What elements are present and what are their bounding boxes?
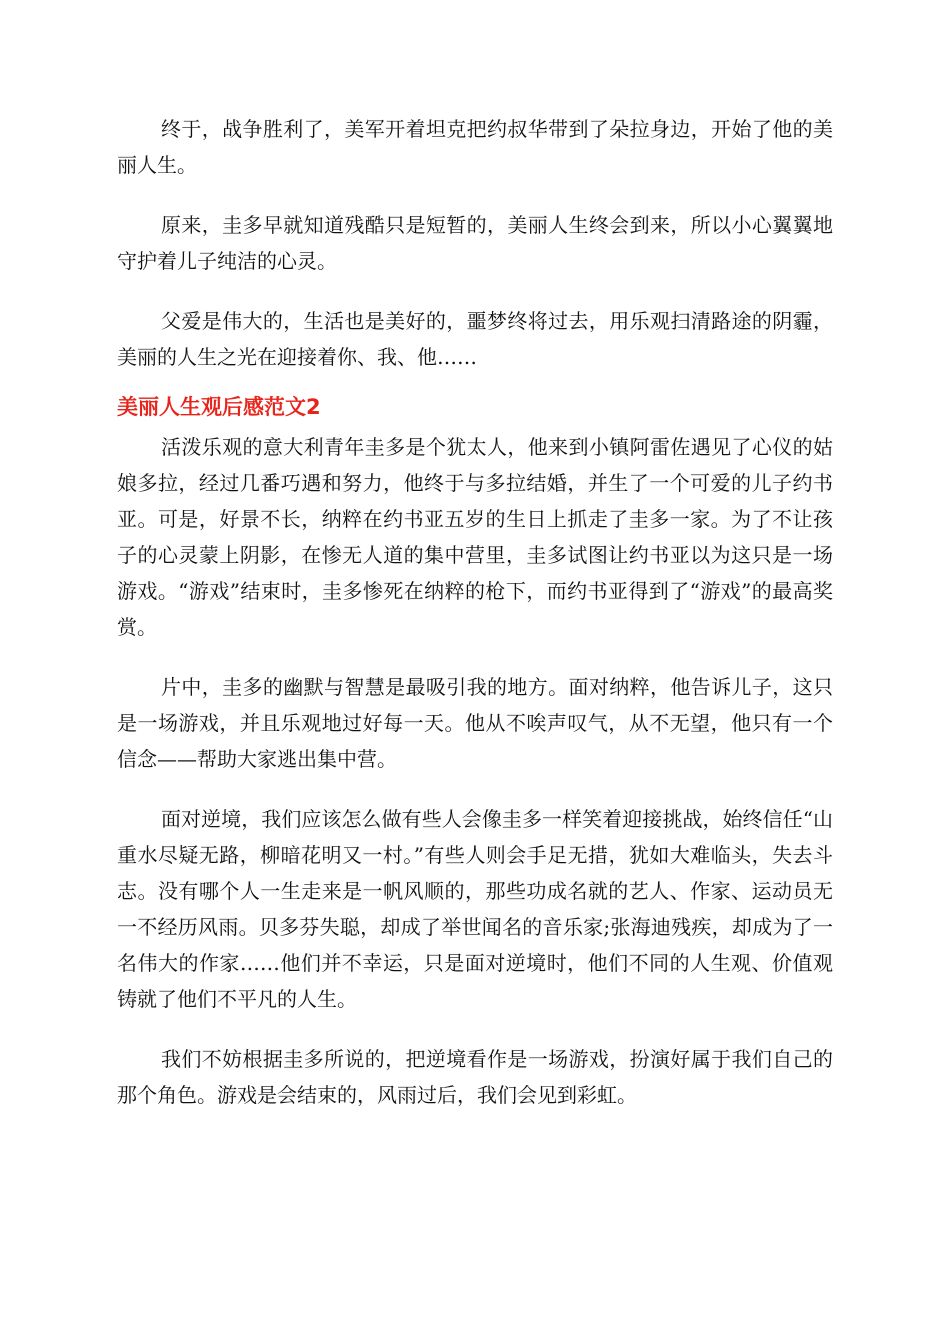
section-heading: 美丽人生观后感范文2 xyxy=(117,395,321,419)
paragraph-gap xyxy=(117,279,833,303)
paragraph-gap xyxy=(117,375,833,389)
paragraph-facing-adversity: 面对逆境，我们应该怎么做有些人会像圭多一样笑着迎接挑战，始终信任“山重水尽疑无路，柳暗花明又一村。”有些人则会手足无措，犹如大难临头，失去斗志。没有哪个人一生走来是一帆风顺的，那些功成名就的艺人、作家、运动员无一不经历风雨。贝多芬失聪，却成了举世闻名的音乐家;张海迪残疾，却成为了一名伟大的作家……他们并不幸运，只是面对逆境时，他们不同的人生观、价值观铸就了他们不平凡的人生。 xyxy=(117,807,833,1011)
paragraph-victory: 终于，战争胜利了，美军开着坦克把约叔华带到了朵拉身边，开始了他的美丽人生。 xyxy=(117,117,833,177)
paragraph-humor-wisdom: 片中，圭多的幽默与智慧是最吸引我的地方。面对纳粹，他告诉儿子，这只是一场游戏，并且乐观地过好每一天。他从不唉声叹气，从不无望，他只有一个信念——帮助大家逃出集中营。 xyxy=(117,675,833,771)
document-page xyxy=(117,111,833,1113)
paragraph-gap xyxy=(117,645,833,669)
paragraph-conclusion: 我们不妨根据圭多所说的，把逆境看作是一场游戏，扮演好属于我们自己的那个角色。游戏是会结束的，风雨过后，我们会见到彩虹。 xyxy=(117,1047,833,1107)
paragraph-fatherly-love: 父爱是伟大的，生活也是美好的，噩梦终将过去，用乐观扫清路途的阴霾，美丽的人生之光在迎接着你、我、他…… xyxy=(117,309,833,369)
paragraph-gap xyxy=(117,777,833,801)
paragraph-guido-knew: 原来，圭多早就知道残酷只是短暂的，美丽人生终会到来，所以小心翼翼地守护着儿子纯洁的心灵。 xyxy=(117,213,833,273)
paragraph-plot-summary: 活泼乐观的意大利青年圭多是个犹太人，他来到小镇阿雷佐遇见了心仪的姑娘多拉，经过几番巧遇和努力，他终于与多拉结婚，并生了一个可爱的儿子约书亚。可是，好景不长，纳粹在约书亚五岁的生日上抓走了圭多一家。为了不让孩子的心灵蒙上阴影，在惨无人道的集中营里，圭多试图让约书亚以为这只是一场游戏。“游戏”结束时，圭多惨死在纳粹的枪下，而约书亚得到了“游戏”的最高奖赏。 xyxy=(117,435,833,639)
paragraph-gap xyxy=(117,183,833,207)
paragraph-gap xyxy=(117,1017,833,1041)
